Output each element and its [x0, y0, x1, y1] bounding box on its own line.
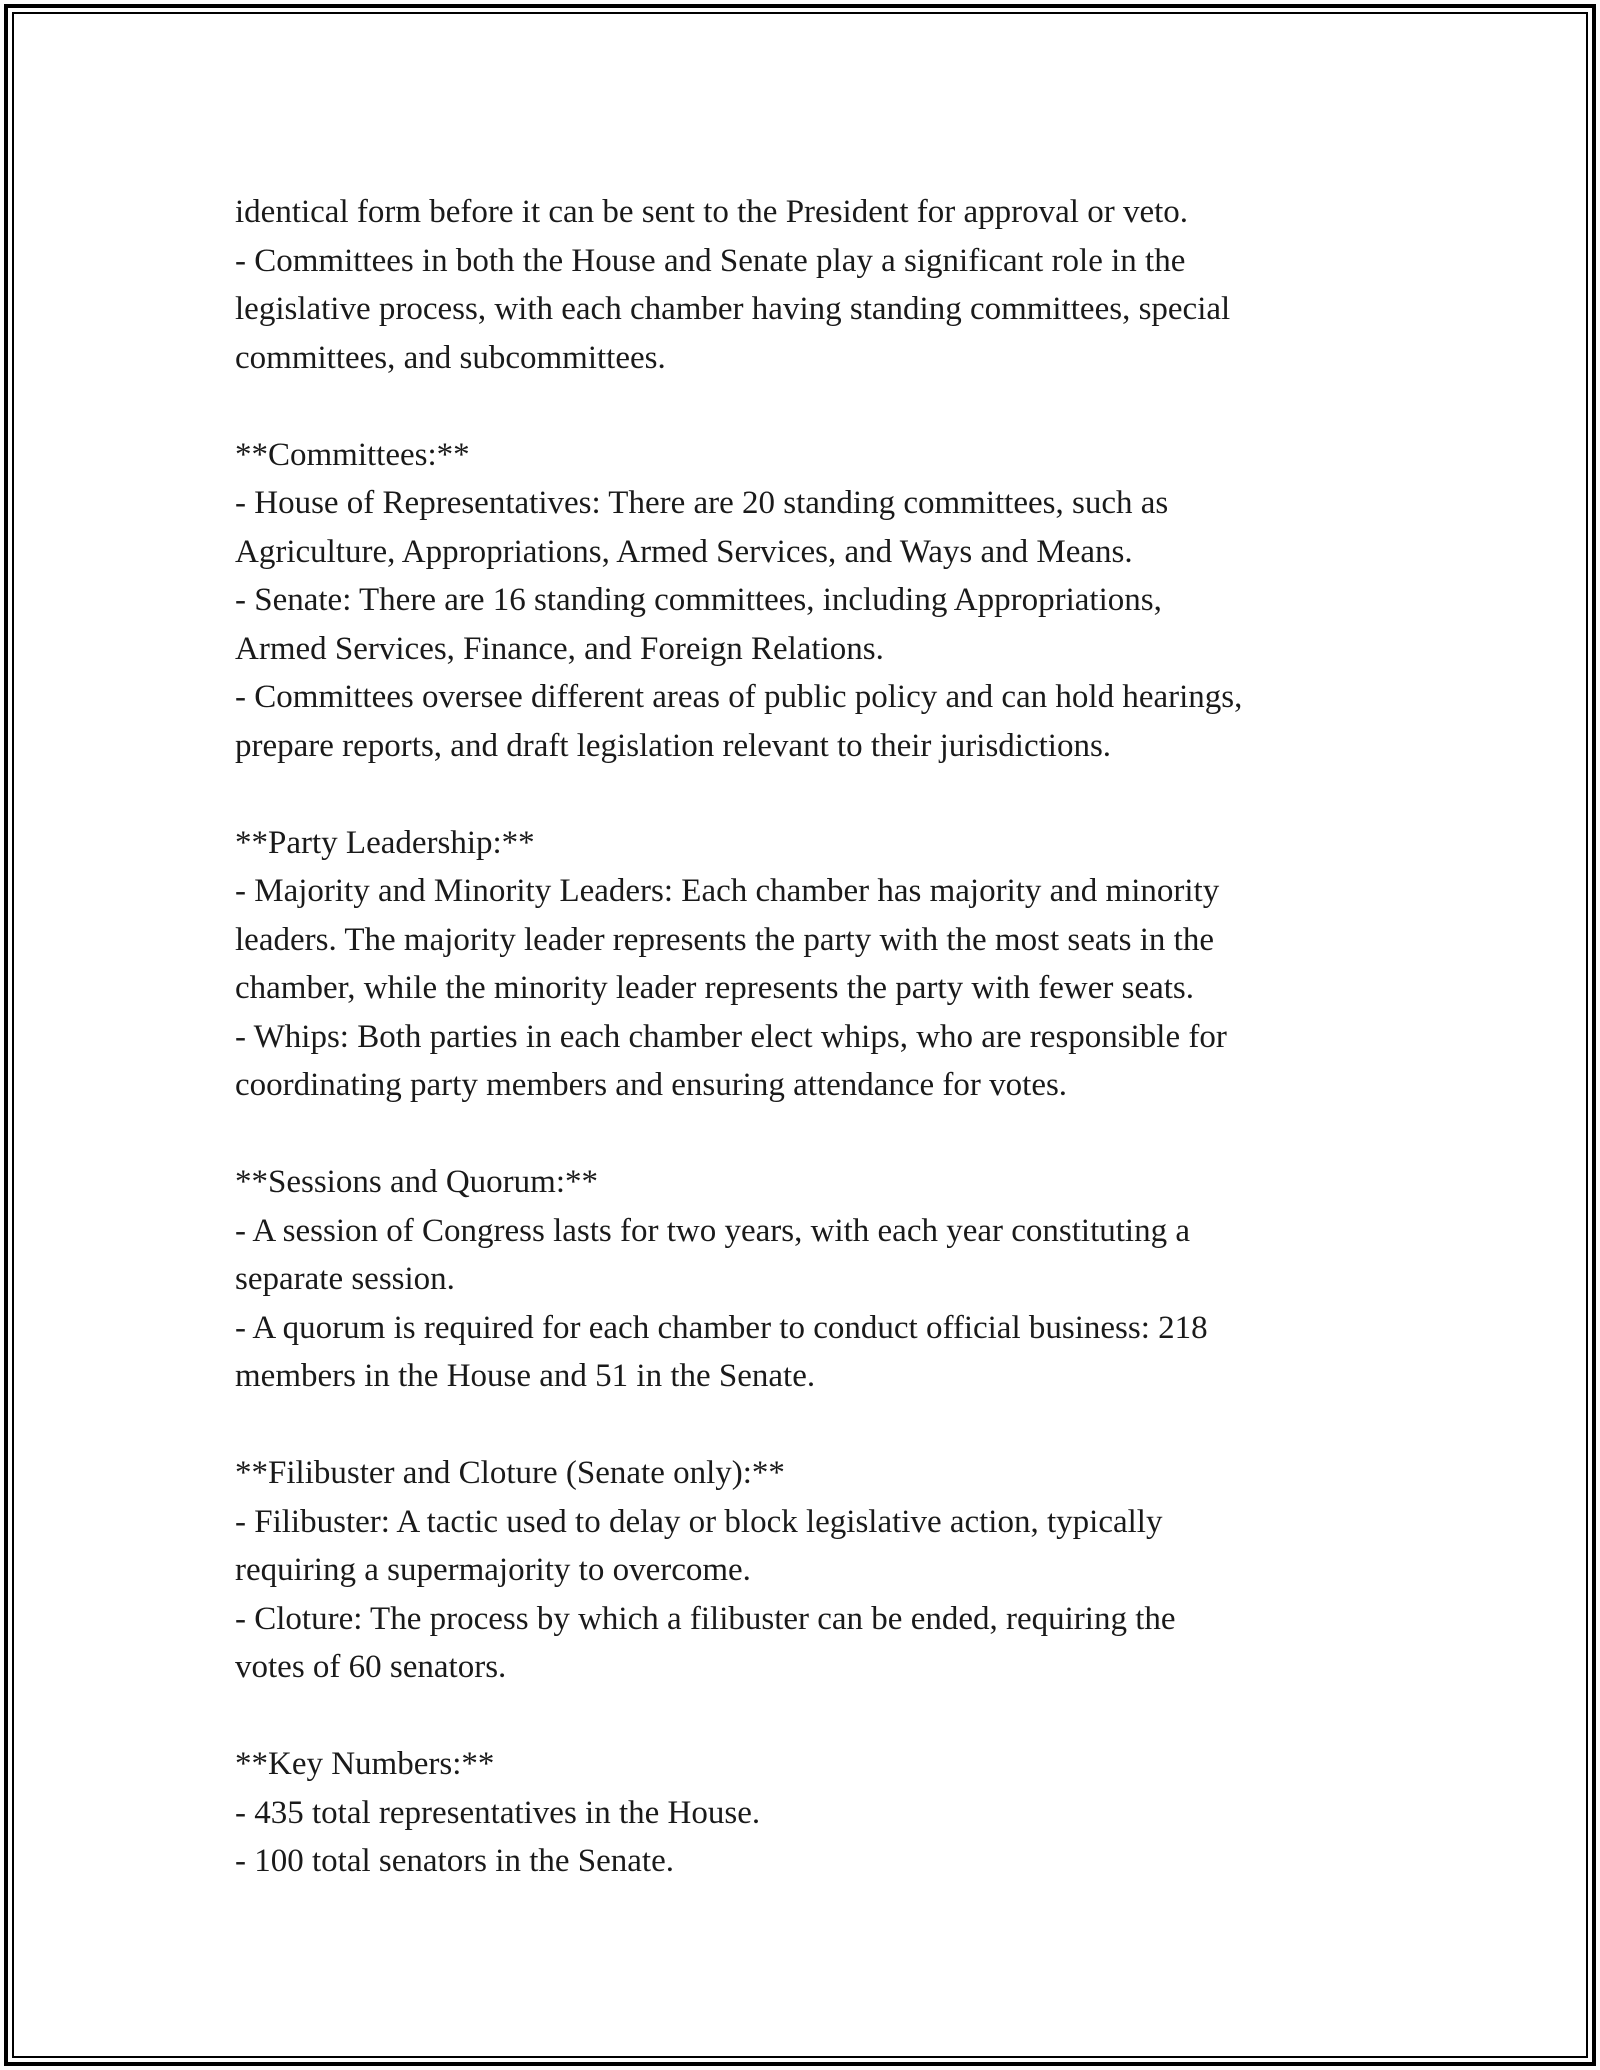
text-line: - Whips: Both parties in each chamber elect whips, who are responsible for: [235, 1018, 1227, 1055]
paragraph-gap: [235, 382, 1385, 431]
document-body: [235, 188, 1385, 1886]
section-heading: **Sessions and Quorum:**: [235, 1164, 598, 1200]
text-line: prepare reports, and draft legislation relevant to their jurisdictions.: [235, 727, 1112, 764]
intro-block: [235, 188, 1385, 382]
paragraph-gap: [235, 1401, 1385, 1450]
section-party-leadership: [235, 819, 1385, 1110]
paragraph-gap: [235, 1692, 1385, 1741]
text-line: - Senate: There are 16 standing committees, including Appropriations,: [235, 582, 1162, 618]
text-line: - Filibuster: A tactic used to delay or block legislative action, typically: [235, 1503, 1163, 1540]
section-heading: **Filibuster and Cloture (Senate only):**: [235, 1455, 785, 1491]
paragraph-gap: [235, 1110, 1385, 1159]
section-key-numbers: [235, 1740, 1385, 1886]
text-line: identical form before it can be sent to the President for approval or veto.: [235, 194, 1189, 230]
text-line: Armed Services, Finance, and Foreign Relations.: [235, 630, 884, 667]
section-heading: **Key Numbers:**: [235, 1746, 495, 1782]
text-line: - A session of Congress lasts for two years, with each year constituting a: [235, 1212, 1190, 1249]
text-line: requiring a supermajority to overcome.: [235, 1552, 751, 1588]
text-line: leaders. The majority leader represents the party with the most seats in the: [235, 921, 1214, 958]
text-line: - A quorum is required for each chamber to conduct official business: 218: [235, 1309, 1208, 1346]
text-line: - 435 total representatives in the House.: [235, 1794, 761, 1831]
section-committees: [235, 431, 1385, 771]
paragraph-gap: [235, 770, 1385, 819]
text-line: members in the House and 51 in the Senate.: [235, 1358, 816, 1394]
text-line: separate session.: [235, 1261, 455, 1297]
section-heading: **Committees:**: [235, 436, 470, 473]
text-line: Agriculture, Appropriations, Armed Services, and Ways and Means.: [235, 533, 1133, 570]
text-line: committees, and subcommittees.: [235, 339, 666, 376]
text-line: chamber, while the minority leader represents the party with fewer seats.: [235, 970, 1194, 1006]
text-line: - 100 total senators in the Senate.: [235, 1843, 674, 1879]
text-line: legislative process, with each chamber having standing committees, special: [235, 291, 1231, 327]
text-line: - Cloture: The process by which a filibuster can be ended, requiring the: [235, 1600, 1176, 1637]
text-line: - Committees oversee different areas of public policy and can hold hearings,: [235, 679, 1243, 715]
text-line: - House of Representatives: There are 20 standing committees, such as: [235, 485, 1169, 521]
section-heading: **Party Leadership:**: [235, 824, 535, 861]
text-line: - Majority and Minority Leaders: Each chamber has majority and minority: [235, 873, 1220, 909]
section-filibuster-cloture: [235, 1449, 1385, 1692]
text-line: votes of 60 senators.: [235, 1649, 507, 1685]
text-line: - Committees in both the House and Senate play a significant role in the: [235, 242, 1186, 279]
section-sessions-quorum: [235, 1158, 1385, 1401]
text-line: coordinating party members and ensuring attendance for votes.: [235, 1067, 1068, 1103]
